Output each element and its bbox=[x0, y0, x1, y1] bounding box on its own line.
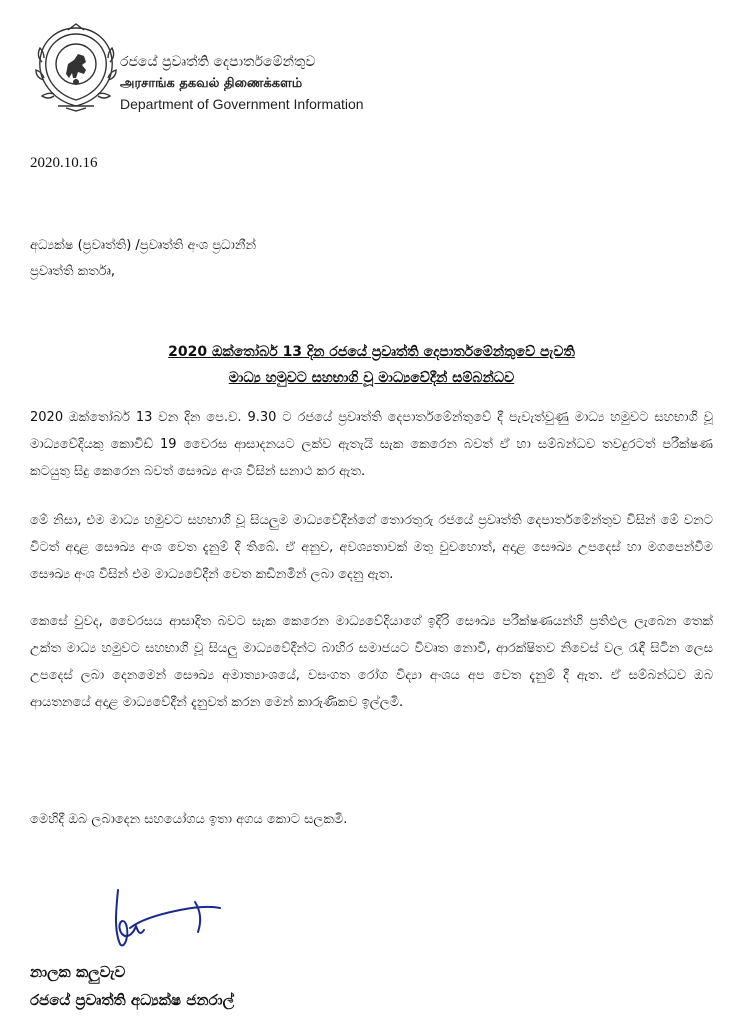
body-paragraph-2: මේ නිසා, එම මාධ්‍ය හමුවට සහභාගි වූ සියලුම මාධ්‍යවේදීන්ගේ තොරතුරු රජයේ ප්‍රවෘත්ති දෙපාර්තමේන්තුව විසින් මේ වනට විටත් අදාළ සෞඛ්‍ය අංශ වෙත දැනුම් දී තිබේ. ඒ අනුව, අවශ්‍යතාවක් මතු වුවහොත්, අදාළ සෞඛ්‍ය උපදෙස් හා මගපෙන්වීම සෞඛ්‍ය අංශ විසින් එම මාධ්‍යවේදීන් වෙත කඩිනමින් ලබා දෙනු ඇත. bbox=[30, 513, 713, 582]
subject-line-1: 2020 ඔක්තෝබර් 13 දින රජයේ ප්‍රවෘත්ති දෙපාර්තමේන්තුවේ පැවති bbox=[168, 344, 575, 360]
addressee-line-2: ප්‍රවෘත්ති කර්තෘ, bbox=[30, 264, 116, 279]
signer-name: නාලක කලුවැව bbox=[30, 963, 126, 981]
letter-body bbox=[30, 404, 713, 736]
subject-line-2: මාධ්‍ය හමුවට සහභාගි වූ මාධ්‍යවේදීන් සම්බන්ධව bbox=[228, 370, 515, 386]
signer-title: රජයේ ප්‍රවෘත්ති අධ්‍යක්ෂ ජනරාල් bbox=[30, 991, 235, 1009]
signer-block bbox=[30, 958, 234, 1014]
addressee-block bbox=[30, 233, 256, 285]
addressee-line-1: අධ්‍යක්ෂ (ප්‍රවෘත්ති) /ප්‍රවෘත්ති අංශ ප්‍රධානීන් bbox=[30, 238, 257, 253]
sri-lanka-emblem-icon bbox=[28, 22, 124, 112]
handwritten-signature bbox=[100, 880, 250, 960]
letterhead bbox=[28, 22, 448, 112]
closing-line: මෙහිදී ඔබ ලබාදෙන සහයෝගය ඉතා අගය කොට සලකමි. bbox=[30, 812, 348, 827]
department-name-block bbox=[120, 52, 364, 115]
body-paragraph-3: කෙසේ වුවද, වෛරසය ආසාදිත බවට සැක කෙරෙන මාධ්‍යවේදියාගේ ඉදිරි සෞඛ්‍ය පරීක්ෂණයන්හි ප්‍රතිඵල ලැබෙන තෙක් උක්ත මාධ්‍ය හමුවට සහභාගි වූ සියලු මාධ්‍යවේදීන්ට බාහිර සමාජයට විවෘත නොවී, ආරක්ෂිතව නිවෙස් වල රැඳී සිටින ලෙස උපදෙස් ලබා දෙනමෙන් සෞඛ්‍ය අමාත්‍යාංශයේ, වසංගත රෝග විද්‍යා අංශය අප වෙත දැනුම් දී ඇත. ඒ සම්බන්ධව ඔබ ආයතනයේ අදාළ මාධ්‍යවේදීන් දැනුවත් කරන මෙන් කාරුණිකව ඉල්ලමි. bbox=[30, 614, 713, 710]
subject-heading bbox=[20, 339, 723, 391]
department-name-tamil: அரசாங்க தகவல் திணைக்களம் bbox=[120, 76, 303, 91]
letter-date: 2020.10.16 bbox=[30, 155, 98, 171]
department-name-english: Department of Government Information bbox=[120, 96, 364, 112]
department-name-sinhala: රජයේ ප්‍රවෘත්ති දෙපාර්තමේන්තුව bbox=[120, 54, 316, 70]
body-paragraph-1: 2020 ඔක්තෝබර් 13 වන දින පෙ.ව. 9.30 ට රජයේ ප්‍රවෘත්ති දෙපාර්තමේන්තුවේ දී පැවැත්වුණු මාධ්‍ය හමුවට සහභාගි වූ මාධ්‍යවේදියකු කොවිඩ් 19 වෛරස ආසාදනයට ලක්ව ඇතැයි සැක කෙරෙන බවත් ඒ හා සම්බන්ධව තවදුරටත් පරීක්ෂණ කටයුතු සිදු කෙරෙන බවත් සෞඛ්‍ය අංශ විසින් සනාථ කර ඇත. bbox=[30, 410, 713, 479]
